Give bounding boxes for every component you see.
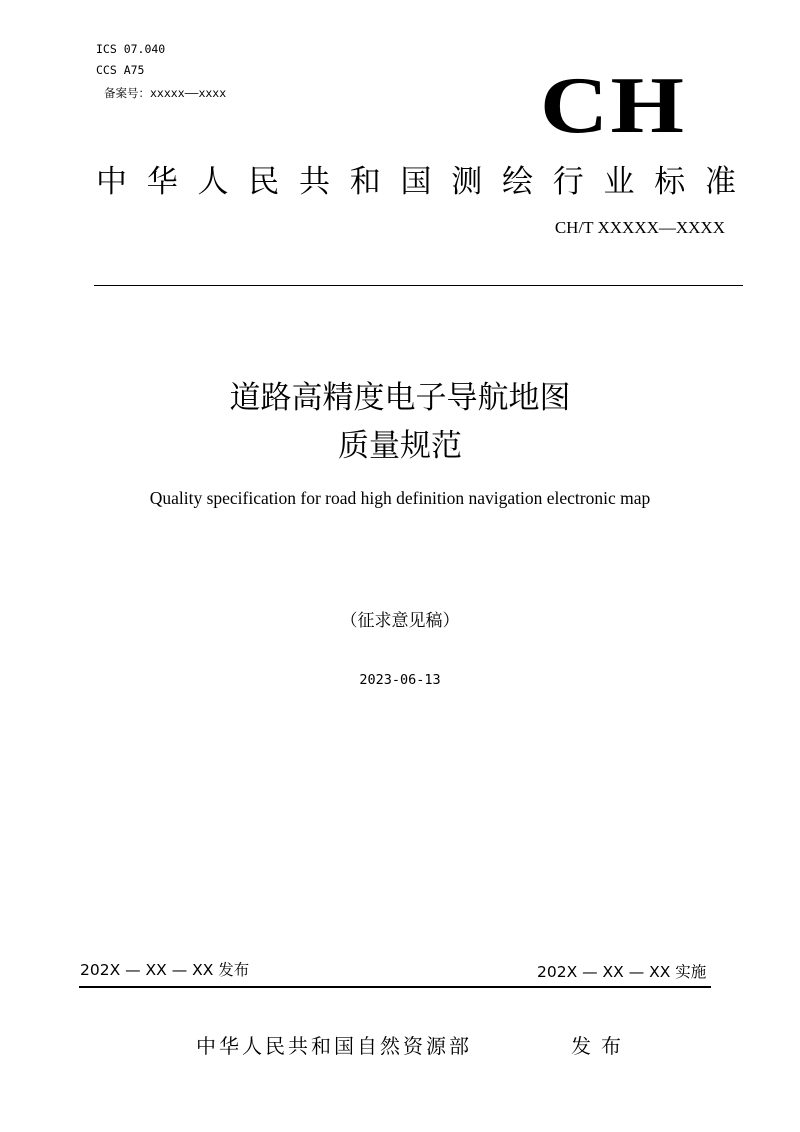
document-title-line1: 道路高精度电子导航地图 xyxy=(229,380,571,416)
title-char: 业 xyxy=(603,164,635,200)
title-char: 国 xyxy=(400,164,432,200)
title-char: 准 xyxy=(705,164,736,200)
ccs-code: CCS A75 xyxy=(96,63,145,77)
title-char: 行 xyxy=(552,164,584,200)
top-divider xyxy=(94,285,743,286)
title-char: 民 xyxy=(248,164,280,200)
record-number: 备案号：xxxxx——xxxx xyxy=(104,86,227,100)
issuing-authority: 中华人民共和国自然资源部 xyxy=(196,1034,472,1058)
title-char: 和 xyxy=(349,164,381,200)
title-char: 华 xyxy=(146,164,178,200)
publish-date: 202X — XX — XX 发布 xyxy=(80,961,250,979)
implement-date: 202X — XX — XX 实施 xyxy=(537,963,707,981)
bottom-divider xyxy=(79,986,711,988)
document-title-line2: 质量规范 xyxy=(338,428,462,464)
standard-number: CH/T XXXXX—XXXX xyxy=(554,218,725,237)
ics-code: ICS 07.040 xyxy=(96,42,166,56)
title-char: 共 xyxy=(299,164,330,200)
standard-type-title xyxy=(96,156,736,201)
ch-logo: CH xyxy=(540,62,687,150)
draft-date: 2023-06-13 xyxy=(359,672,441,688)
english-title: Quality specification for road high definition navigation electronic map xyxy=(149,488,651,508)
draft-status: （征求意见稿） xyxy=(340,611,460,631)
title-char: 人 xyxy=(197,164,229,200)
title-char: 绘 xyxy=(502,164,533,200)
title-char: 标 xyxy=(654,164,686,200)
title-char: 中 xyxy=(96,164,127,200)
issue-label: 发布 xyxy=(571,1034,631,1058)
title-char: 测 xyxy=(451,164,483,200)
